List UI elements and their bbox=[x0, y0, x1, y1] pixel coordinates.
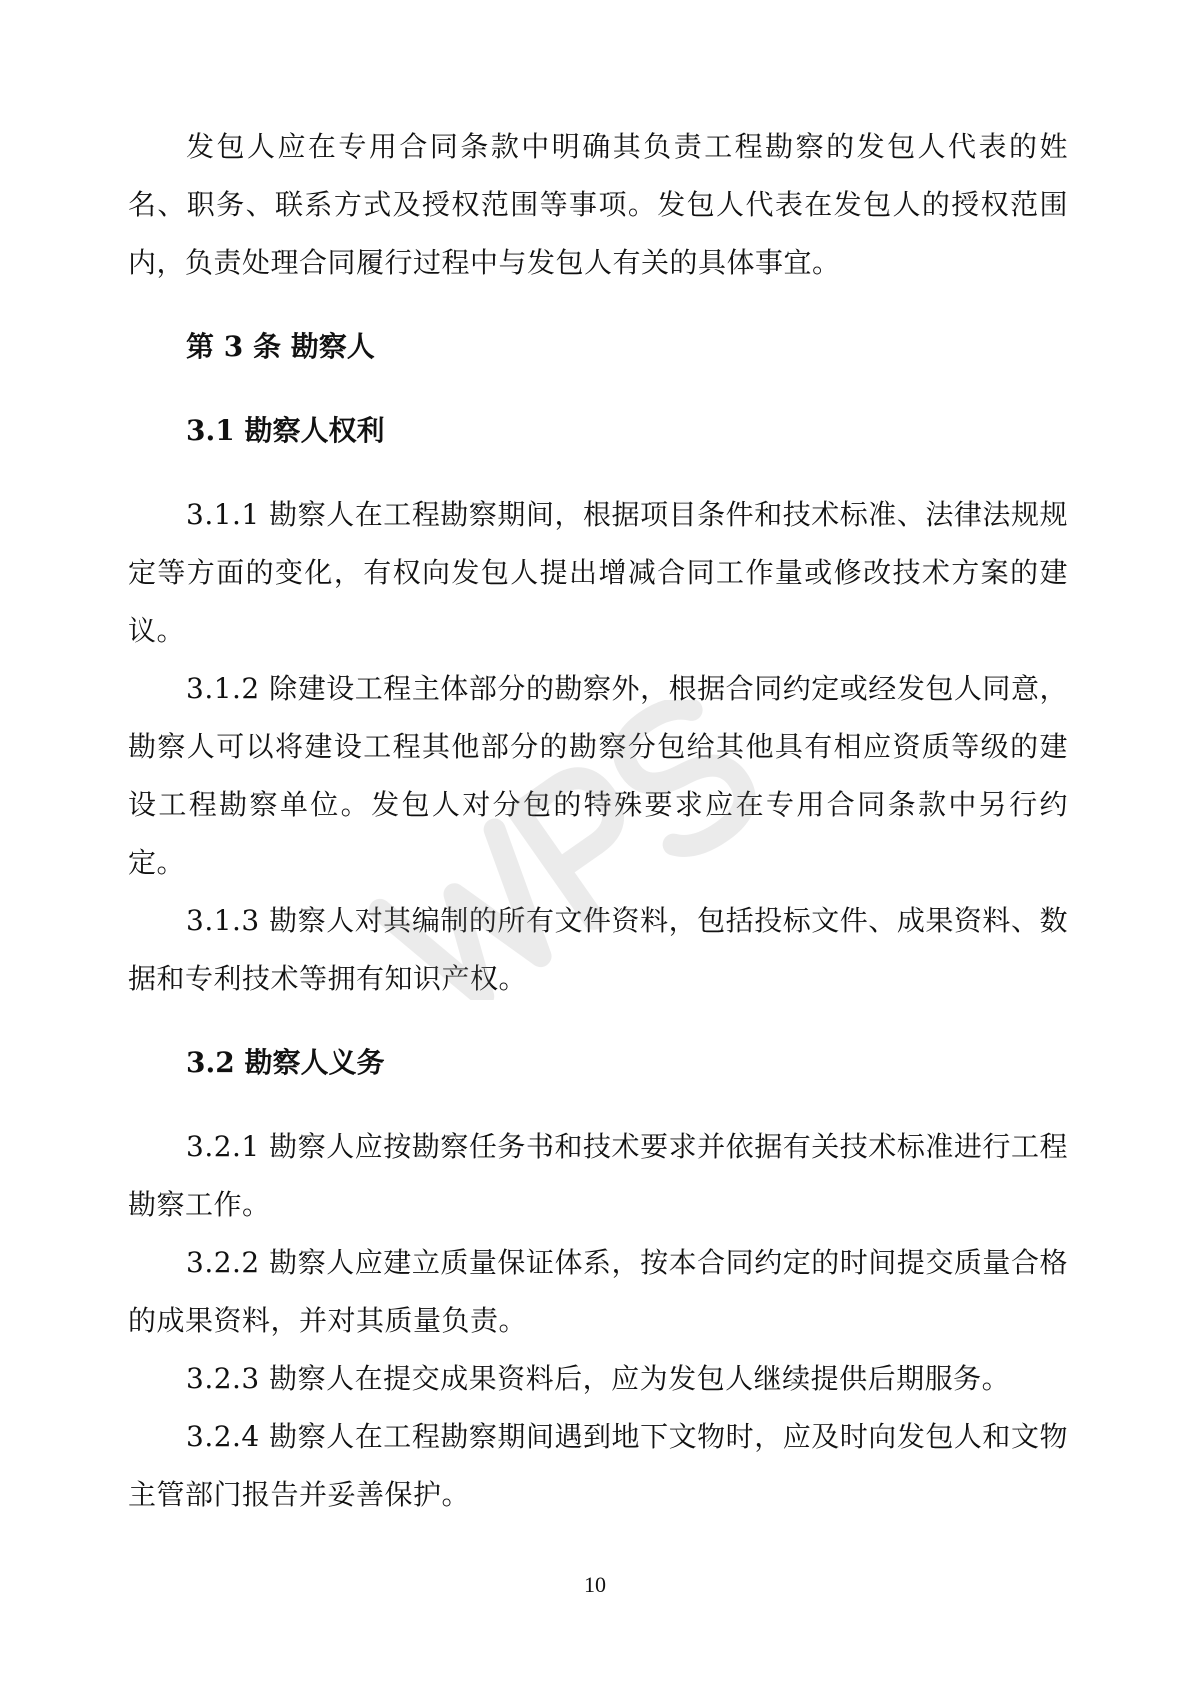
paragraph-3-1-1: 3.1.1 勘察人在工程勘察期间，根据项目条件和技术标准、法律法规规定等方面的变化，有权向发包人提出增减合同工作量或修改技术方案的建议。 bbox=[128, 498, 1068, 647]
paragraph-3-1-2: 3.1.2 除建设工程主体部分的勘察外，根据合同约定或经发包人同意，勘察人可以将建设工程其他部分的勘察分包给其他具有相应资质等级的建设工程勘察单位。发包人对分包的特殊要求应在专用合同条款中另行约定。 bbox=[128, 672, 1068, 879]
spacer bbox=[128, 1008, 1068, 1034]
paragraph-3-2-4: 3.2.4 勘察人在工程勘察期间遇到地下文物时，应及时向发包人和文物主管部门报告并妥善保护。 bbox=[128, 1420, 1068, 1511]
spacer bbox=[128, 292, 1068, 318]
section-heading-3-2: 3.2 勘察人义务 bbox=[186, 1046, 385, 1079]
page-number: 10 bbox=[584, 1572, 606, 1597]
paragraph-3-2-1: 3.2.1 勘察人应按勘察任务书和技术要求并依据有关技术标准进行工程勘察工作。 bbox=[128, 1130, 1068, 1221]
paragraph-intro: 发包人应在专用合同条款中明确其负责工程勘察的发包人代表的姓名、职务、联系方式及授权范围等事项。发包人代表在发包人的授权范围内，负责处理合同履行过程中与发包人有关的具体事宜。 bbox=[128, 130, 1068, 279]
spacer bbox=[128, 376, 1068, 402]
section-heading-3-1: 3.1 勘察人权利 bbox=[186, 414, 385, 447]
spacer bbox=[128, 460, 1068, 486]
article-heading: 第 3 条 勘察人 bbox=[186, 330, 375, 363]
paragraph-3-2-2: 3.2.2 勘察人应建立质量保证体系，按本合同约定的时间提交质量合格的成果资料，并对其质量负责。 bbox=[128, 1246, 1068, 1337]
page-body bbox=[128, 118, 1068, 1524]
paragraph-3-1-3: 3.1.3 勘察人对其编制的所有文件资料，包括投标文件、成果资料、数据和专利技术等拥有知识产权。 bbox=[128, 904, 1068, 995]
paragraph-3-2-3: 3.2.3 勘察人在提交成果资料后，应为发包人继续提供后期服务。 bbox=[186, 1362, 1011, 1395]
spacer bbox=[128, 1092, 1068, 1118]
